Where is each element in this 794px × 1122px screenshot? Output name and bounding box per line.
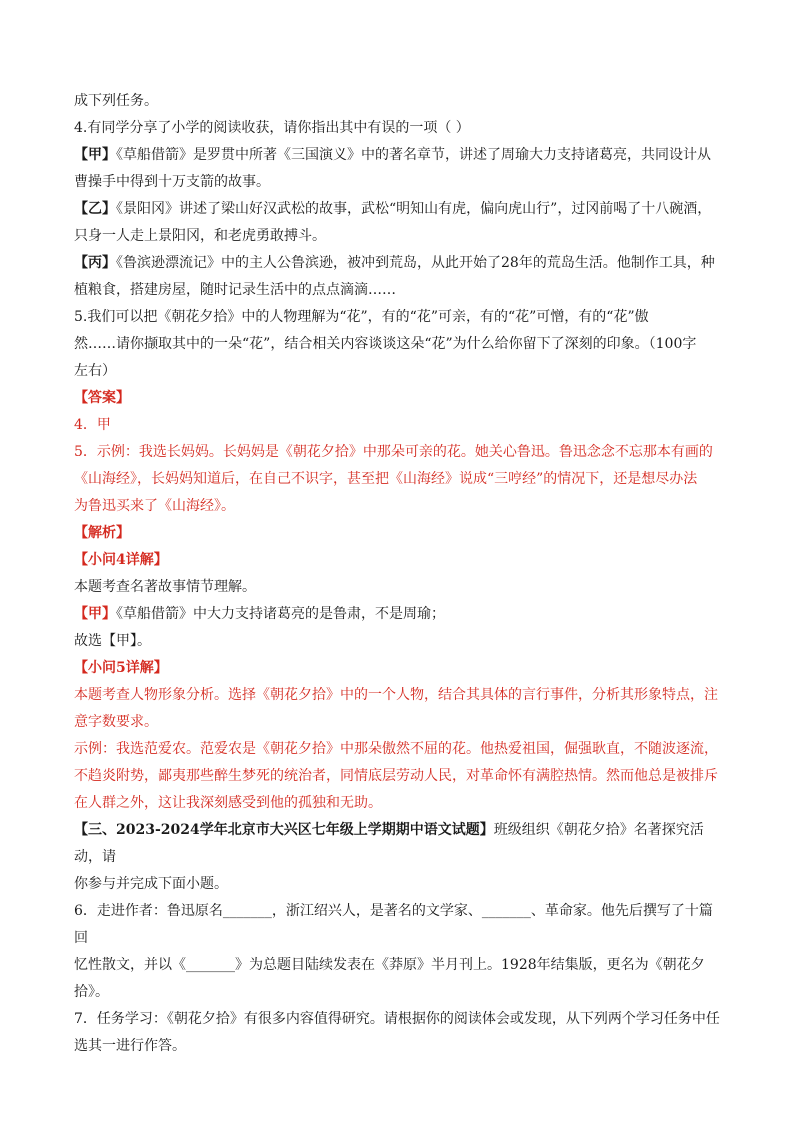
sub-question-4-heading: 【小问4详解】: [74, 552, 168, 568]
answer-4: 4．甲: [74, 417, 111, 433]
text-line: 成下列任务。: [74, 93, 158, 109]
question-7: 7．任务学习：《朝花夕拾》有很多内容值得研究。请根据你的阅读体会或发现，从下列两个学习任务中任 选其一进行作答。: [74, 1011, 720, 1054]
answer-5: 5．示例：我选长妈妈。长妈妈是《朝花夕拾》中那朵可亲的花。她关心鲁迅。鲁迅念念不忘那本有画的 《山海经》，长妈妈知道后，在自己不识字，甚至把《山海经》说成“三哼经”的情况下，还是想尽办法 为鲁迅买来了《山海经》。: [74, 444, 713, 514]
option-yi: 【乙】《景阳冈》讲述了梁山好汉武松的故事，武松“明知山有虎，偏向虎山行”，过冈前喝了十八碗酒， 只身一人走上景阳冈，和老虎勇敢搏斗。: [74, 201, 712, 244]
option-bing: 【丙】《鲁滨逊漂流记》中的主人公鲁滨逊，被冲到荒岛，从此开始了28年的荒岛生活。他制作工具，种 植粮食，搭建房屋，随时记录生活中的点点滴滴……: [74, 255, 715, 298]
analysis-4-text: 本题考查名著故事情节理解。: [74, 579, 256, 595]
analysis-4-choice: 故选【甲】。: [74, 633, 151, 649]
analysis-5-text: 本题考查人物形象分析。选择《朝花夕拾》中的一个人物，结合其具体的言行事件，分析其形象特点，注 意字数要求。: [74, 687, 718, 730]
answer-heading: 【答案】: [74, 390, 130, 406]
analysis-5-example: 示例：我选范爱农。范爱农是《朝花夕拾》中那朵傲然不屈的花。他热爱祖国，倔强耿直，不随波逐流， 不趋炎附势，鄙夷那些醉生梦死的统治者，同情底层劳动人民，对革命怀有满腔热情。然而他总是被排斥 在人群之外，这让我深刻感受到他的孤独和无助。: [74, 741, 718, 811]
analysis-heading: 【解析】: [74, 525, 130, 541]
option-jia: 【甲】《草船借箭》是罗贯中所著《三国演义》中的著名章节，讲述了周瑜大力支持诸葛亮，共同设计从 曹操手中得到十万支箭的故事。: [74, 147, 711, 190]
question-5: 5.我们可以把《朝花夕拾》中的人物理解为“花”，有的“花”可亲，有的“花”可憎，有的“花”傲 然……请你撷取其中的一朵“花”，结合相关内容谈谈这朵“花”为什么给你留下了深刻的印象。（100字 左右）: [74, 309, 697, 379]
analysis-4-detail: 【甲】《草船借箭》中大力支持诸葛亮的是鲁肃，不是周瑜；: [74, 606, 445, 622]
question-6: 6．走进作者：鲁迅原名_______，浙江绍兴人，是著名的文学家、_______、革命家。他先后撰写了十篇回 忆性散文，并以《_______》为总题目陆续发表在《莽原》半月刊上。1928年结集版，更名为《朝花夕 拾》。: [74, 903, 713, 1000]
question-4: 4.有同学分享了小学的阅读收获，请你指出其中有误的一项（ ）: [74, 120, 470, 136]
sub-question-5-heading: 【小问5详解】: [74, 660, 168, 676]
section-three-intro: 【三、2023-2024学年北京市大兴区七年级上学期期中语文试题】班级组织《朝花夕拾》名著探究活动，请 你参与并完成下面小题。: [74, 822, 704, 892]
